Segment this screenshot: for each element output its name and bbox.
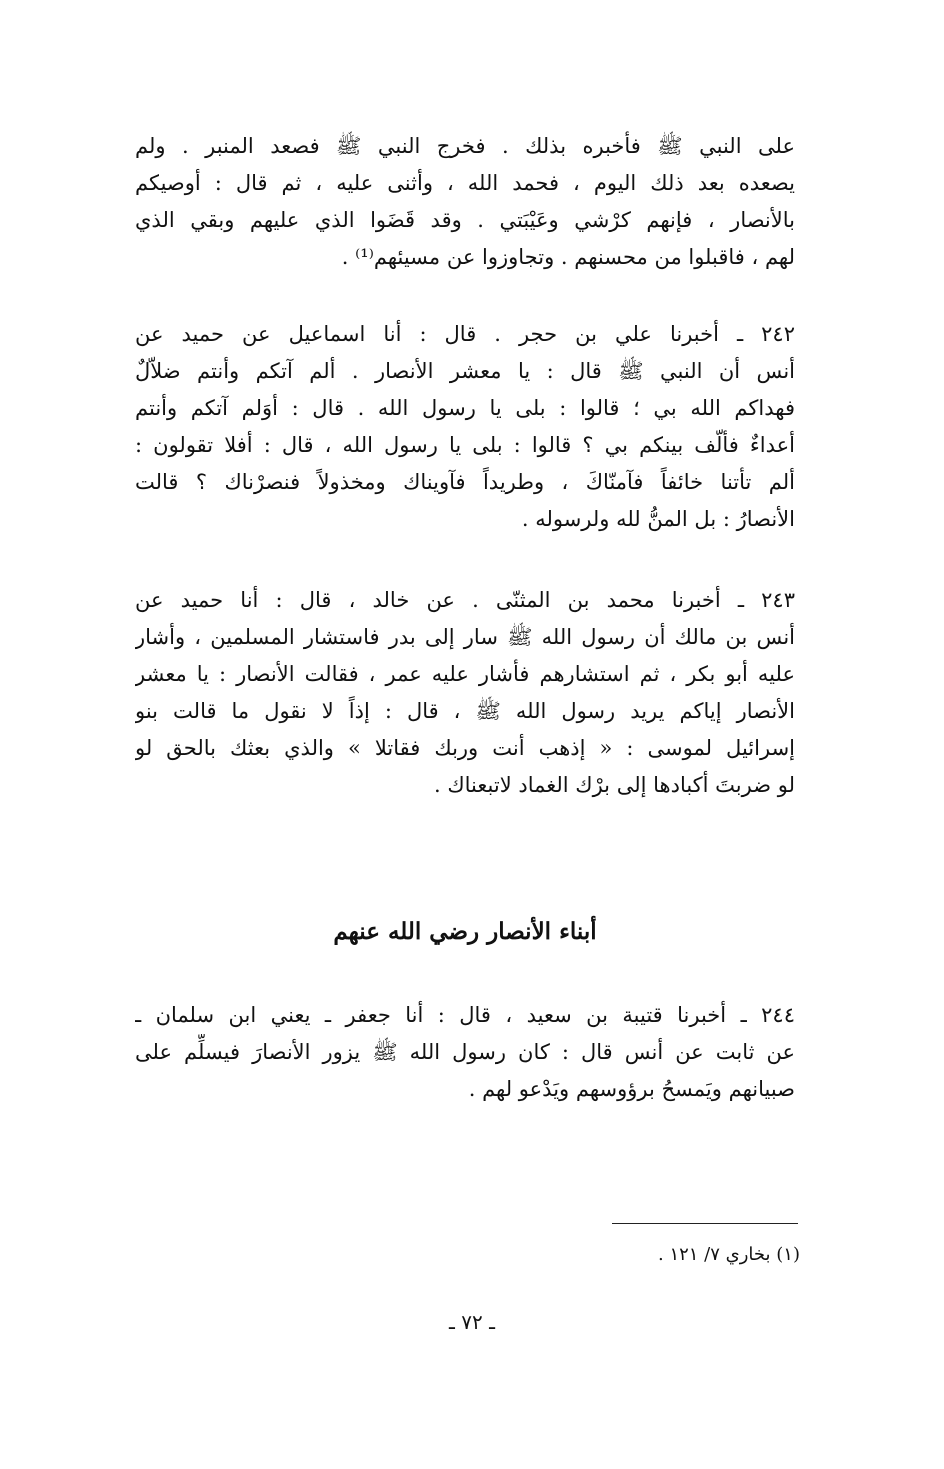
text-line: إسرائيل لموسى : « إذهب أنت وربك فقاتلا » والذي بعثك بالحق لو: [135, 736, 795, 760]
text-line: الأنصارُ : بل المنُّ لله ولرسوله .: [521, 507, 795, 531]
section-heading: أبناء الأنصار رضي الله عنهم: [333, 918, 597, 945]
text-line: ألم تأتنا خائفاً فآمنّاكَ ، وطريداً فآويناك ومخذولاً فنصرْناك ؟ قالت: [135, 470, 795, 494]
text-line: ٢٤٣ ـ أخبرنا محمد بن المثنّى . عن خالد ، قال : أنا حميد عن: [135, 588, 795, 612]
text-line: بالأنصار ، فإنهم كرْشي وعَيْبَتي . وقد قَضَوا الذي عليهم وبقي الذي: [135, 208, 795, 232]
text-line: لهم ، فاقبلوا من محسنهم . وتجاوزوا عن مسيئهم⁽¹⁾ .: [341, 245, 795, 269]
text-line: ٢٤٢ ـ أخبرنا علي بن حجر . قال : أنا اسماعيل عن حميد عن: [135, 322, 795, 346]
hadith-243: [135, 582, 795, 804]
hadith-242: [135, 316, 795, 538]
text-line: ٢٤٤ ـ أخبرنا قتيبة بن سعيد ، قال : أنا جعفر ـ يعني ابن سلمان ـ: [135, 1003, 795, 1027]
page-number: ـ ٧٢ ـ: [449, 1310, 495, 1334]
footnote: (١) بخاري ٧/ ١٢١ .: [657, 1244, 800, 1265]
text-line: فهداكم الله بي ؛ قالوا : بلى يا رسول الله . قال : أوَلم آتكم وأنتم: [135, 396, 795, 420]
text-line: الأنصار إياكم يريد رسول الله ﷺ ، قال : إذاً لا نقول ما قالت بنو: [135, 699, 795, 723]
text-line: عن ثابت عن أنس قال : كان رسول الله ﷺ يزور الأنصارَ فيسلِّم على: [135, 1040, 795, 1064]
footnote-divider: [612, 1223, 798, 1224]
text-line: صبيانهم ويَمسحُ برؤوسهم ويَدْعو لهم .: [468, 1077, 795, 1101]
hadith-244: [135, 997, 795, 1108]
text-line: يصعده بعد ذلك اليوم ، فحمد الله ، وأثنى عليه ، ثم قال : أوصيكم: [135, 171, 795, 195]
text-line: لو ضربتَ أكبادها إلى برْك الغماد لاتبعناك .: [434, 773, 795, 797]
text-line: أنس أن النبي ﷺ قال : يا معشر الأنصار . ألم آتكم وأنتم ضلاّلٌ: [135, 359, 795, 383]
text-line: أنس بن مالك أن رسول الله ﷺ سار إلى بدر فاستشار المسلمين ، وأشار: [135, 625, 795, 649]
text-line: أعداءٌ فألّف بينكم بي ؟ قالوا : بلى يا رسول الله ، قال : أفلا تقولون :: [135, 433, 795, 457]
paragraph-1: [135, 128, 795, 276]
text-line: عليه أبو بكر ، ثم استشارهم فأشار عليه عمر ، فقالت الأنصار : يا معشر: [135, 662, 795, 686]
text-line: على النبي ﷺ فأخبره بذلك . فخرج النبي ﷺ فصعد المنبر . ولم: [135, 134, 795, 158]
